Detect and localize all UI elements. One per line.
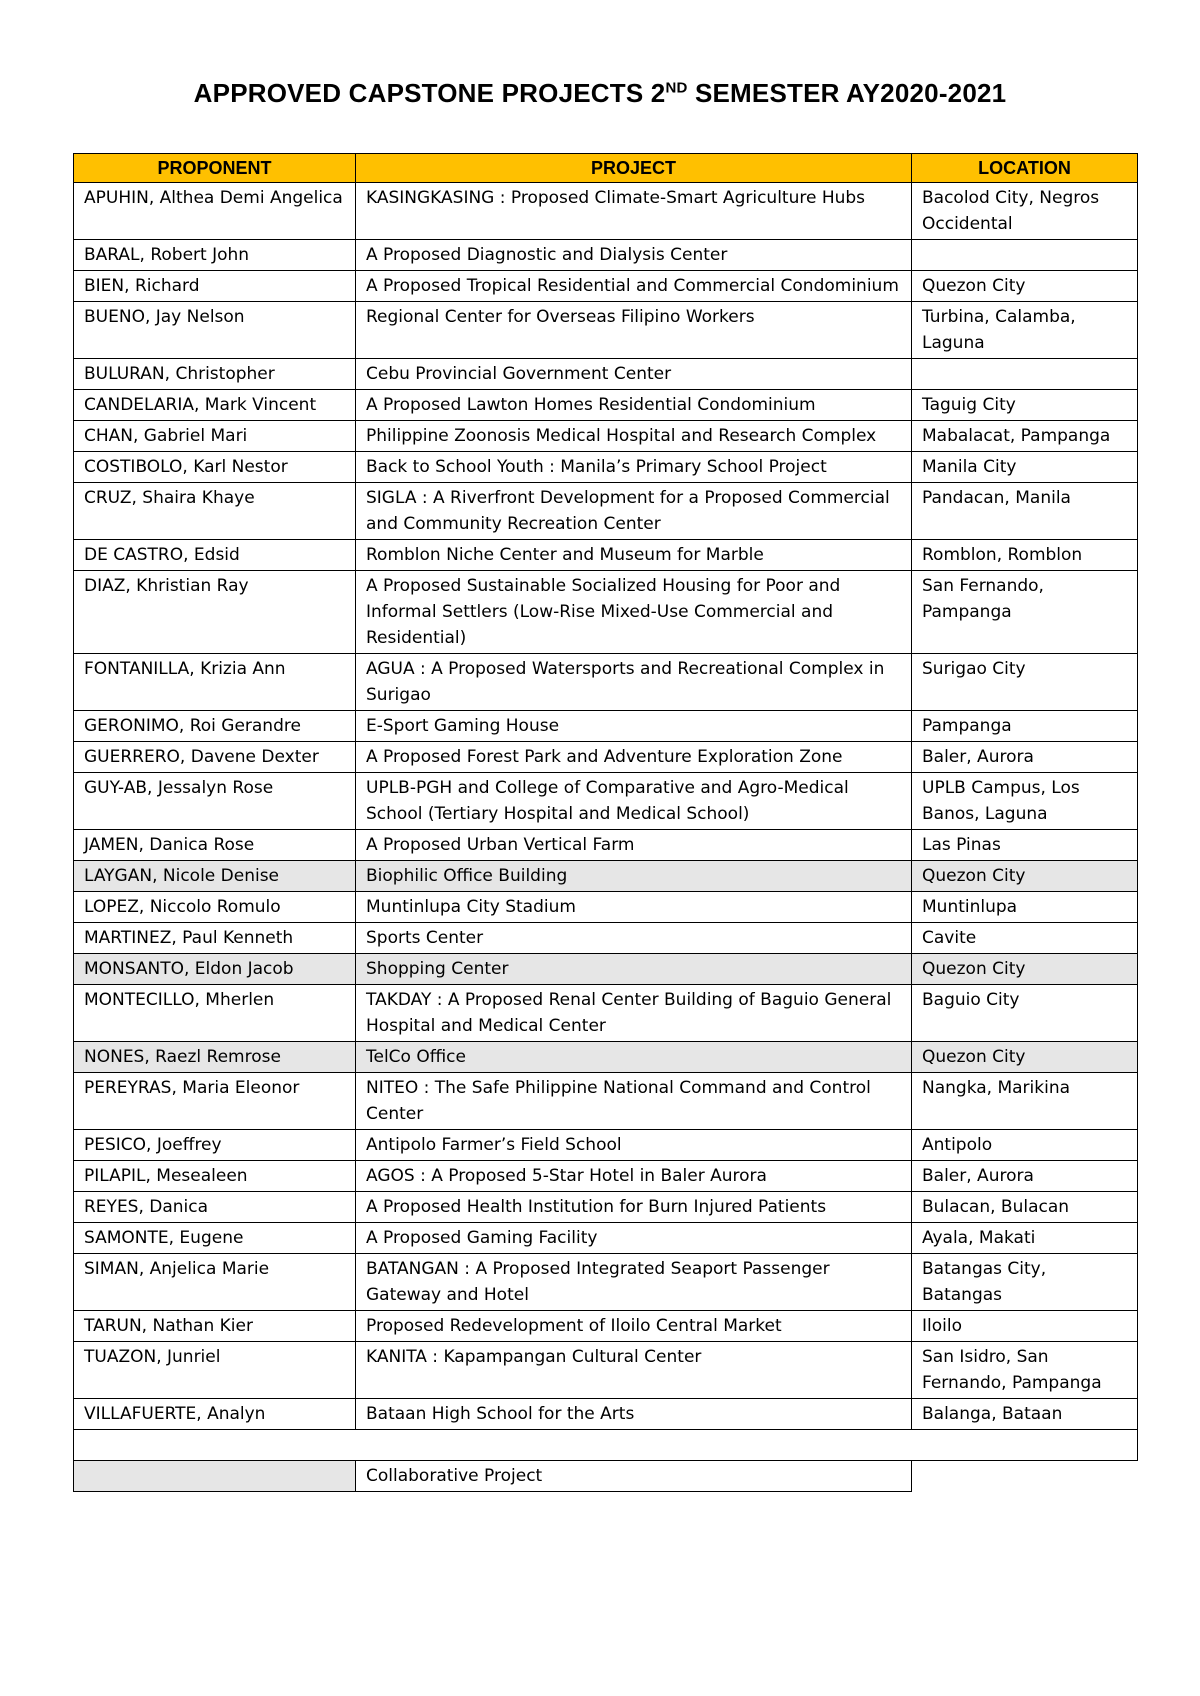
proponent-cell: CHAN, Gabriel Mari (74, 421, 356, 452)
table-row (74, 861, 1138, 892)
project-cell: TAKDAY : A Proposed Renal Center Building of Baguio General Hospital and Medical Center (356, 985, 912, 1042)
project-cell: A Proposed Diagnostic and Dialysis Center (356, 240, 912, 271)
location-cell: Bulacan, Bulacan (912, 1192, 1138, 1223)
proponent-cell: BARAL, Robert John (74, 240, 356, 271)
proponent-cell: PESICO, Joeffrey (74, 1130, 356, 1161)
proponent-cell: PILAPIL, Mesealeen (74, 1161, 356, 1192)
table-row (74, 923, 1138, 954)
location-cell: Las Pinas (912, 830, 1138, 861)
location-cell: Balanga, Bataan (912, 1399, 1138, 1430)
proponent-cell: MONSANTO, Eldon Jacob (74, 954, 356, 985)
location-cell: Muntinlupa (912, 892, 1138, 923)
legend-label: Collaborative Project (356, 1461, 912, 1492)
page-title: APPROVED CAPSTONE PROJECTS 2ND SEMESTER AY2020-2021 (193, 78, 1007, 108)
project-cell: Back to School Youth : Manila’s Primary School Project (356, 452, 912, 483)
table-row (74, 359, 1138, 390)
location-cell: Antipolo (912, 1130, 1138, 1161)
table-row (74, 421, 1138, 452)
proponent-cell: CANDELARIA, Mark Vincent (74, 390, 356, 421)
project-cell: Regional Center for Overseas Filipino Workers (356, 302, 912, 359)
table-row (74, 773, 1138, 830)
proponent-cell: GUY-AB, Jessalyn Rose (74, 773, 356, 830)
table-row (74, 1254, 1138, 1311)
table-row (74, 571, 1138, 654)
project-cell: A Proposed Urban Vertical Farm (356, 830, 912, 861)
project-cell: AGUA : A Proposed Watersports and Recreational Complex in Surigao (356, 654, 912, 711)
project-cell: SIGLA : A Riverfront Development for a Proposed Commercial and Community Recreation Center (356, 483, 912, 540)
location-cell: Bacolod City, Negros Occidental (912, 183, 1138, 240)
proponent-cell: TARUN, Nathan Kier (74, 1311, 356, 1342)
table-row (74, 271, 1138, 302)
table-row (74, 1161, 1138, 1192)
location-cell: Pandacan, Manila (912, 483, 1138, 540)
location-cell: San Isidro, San Fernando, Pampanga (912, 1342, 1138, 1399)
proponent-cell: JAMEN, Danica Rose (74, 830, 356, 861)
project-cell: A Proposed Lawton Homes Residential Condominium (356, 390, 912, 421)
location-cell: Iloilo (912, 1311, 1138, 1342)
proponent-cell: GUERRERO, Davene Dexter (74, 742, 356, 773)
project-cell: A Proposed Sustainable Socialized Housing for Poor and Informal Settlers (Low-Rise Mixed-Use Commercial and Residential) (356, 571, 912, 654)
table-row (74, 892, 1138, 923)
table-row (74, 483, 1138, 540)
table-row (74, 711, 1138, 742)
proponent-cell: VILLAFUERTE, Analyn (74, 1399, 356, 1430)
proponent-cell: NONES, Raezl Remrose (74, 1042, 356, 1073)
proponent-cell: PEREYRAS, Maria Eleonor (74, 1073, 356, 1130)
table-row (74, 1192, 1138, 1223)
location-cell: Surigao City (912, 654, 1138, 711)
project-cell: AGOS : A Proposed 5-Star Hotel in Baler Aurora (356, 1161, 912, 1192)
table-row (74, 1130, 1138, 1161)
project-cell: A Proposed Tropical Residential and Commercial Condominium (356, 271, 912, 302)
project-cell: Cebu Provincial Government Center (356, 359, 912, 390)
legend-swatch (74, 1461, 356, 1492)
table-row (74, 540, 1138, 571)
proponent-cell: MARTINEZ, Paul Kenneth (74, 923, 356, 954)
table-row (74, 240, 1138, 271)
table-row (74, 183, 1138, 240)
project-cell: Romblon Niche Center and Museum for Marble (356, 540, 912, 571)
table-row (74, 1311, 1138, 1342)
proponent-cell: TUAZON, Junriel (74, 1342, 356, 1399)
project-cell: KANITA : Kapampangan Cultural Center (356, 1342, 912, 1399)
project-cell: KASINGKASING : Proposed Climate-Smart Agriculture Hubs (356, 183, 912, 240)
location-cell: Manila City (912, 452, 1138, 483)
project-cell: Sports Center (356, 923, 912, 954)
location-cell: UPLB Campus, Los Banos, Laguna (912, 773, 1138, 830)
proponent-cell: BULURAN, Christopher (74, 359, 356, 390)
blank-row (74, 1430, 1138, 1461)
location-cell: Batangas City, Batangas (912, 1254, 1138, 1311)
legend-row (74, 1461, 1138, 1492)
location-cell: Quezon City (912, 861, 1138, 892)
location-cell: Cavite (912, 923, 1138, 954)
table-header-row (74, 154, 1138, 183)
location-cell: Nangka, Marikina (912, 1073, 1138, 1130)
location-cell: Ayala, Makati (912, 1223, 1138, 1254)
proponent-cell: MONTECILLO, Mherlen (74, 985, 356, 1042)
location-cell: Quezon City (912, 954, 1138, 985)
table-row (74, 985, 1138, 1042)
project-header: PROJECT (356, 154, 912, 183)
table-row (74, 452, 1138, 483)
blank-cell (74, 1430, 1138, 1461)
proponent-cell: FONTANILLA, Krizia Ann (74, 654, 356, 711)
table-row (74, 1399, 1138, 1430)
table-body (74, 183, 1138, 1492)
location-cell: Baler, Aurora (912, 1161, 1138, 1192)
location-cell (912, 359, 1138, 390)
project-cell: Philippine Zoonosis Medical Hospital and Research Complex (356, 421, 912, 452)
proponent-cell: DE CASTRO, Edsid (74, 540, 356, 571)
proponent-cell: GERONIMO, Roi Gerandre (74, 711, 356, 742)
project-cell: Antipolo Farmer’s Field School (356, 1130, 912, 1161)
project-cell: Biophilic Office Building (356, 861, 912, 892)
table-row (74, 390, 1138, 421)
proponent-cell: SAMONTE, Eugene (74, 1223, 356, 1254)
location-cell: Baler, Aurora (912, 742, 1138, 773)
proponent-cell: REYES, Danica (74, 1192, 356, 1223)
proponent-cell: CRUZ, Shaira Khaye (74, 483, 356, 540)
table-row (74, 742, 1138, 773)
location-header: LOCATION (912, 154, 1138, 183)
proponent-cell: SIMAN, Anjelica Marie (74, 1254, 356, 1311)
project-cell: Shopping Center (356, 954, 912, 985)
proponent-cell: LAYGAN, Nicole Denise (74, 861, 356, 892)
table-row (74, 830, 1138, 861)
proponent-cell: COSTIBOLO, Karl Nestor (74, 452, 356, 483)
project-cell: Muntinlupa City Stadium (356, 892, 912, 923)
location-cell: Quezon City (912, 271, 1138, 302)
location-cell (912, 240, 1138, 271)
proponent-cell: BIEN, Richard (74, 271, 356, 302)
project-cell: E-Sport Gaming House (356, 711, 912, 742)
location-cell: Baguio City (912, 985, 1138, 1042)
table-row (74, 1073, 1138, 1130)
project-cell: A Proposed Gaming Facility (356, 1223, 912, 1254)
table-row (74, 954, 1138, 985)
location-cell: Mabalacat, Pampanga (912, 421, 1138, 452)
table-row (74, 1042, 1138, 1073)
location-cell: Romblon, Romblon (912, 540, 1138, 571)
location-cell: Turbina, Calamba, Laguna (912, 302, 1138, 359)
project-cell: TelCo Office (356, 1042, 912, 1073)
project-cell: BATANGAN : A Proposed Integrated Seaport Passenger Gateway and Hotel (356, 1254, 912, 1311)
table-row (74, 654, 1138, 711)
proponent-cell: BUENO, Jay Nelson (74, 302, 356, 359)
legend-empty-cell (912, 1461, 1138, 1492)
location-cell: Taguig City (912, 390, 1138, 421)
project-cell: UPLB-PGH and College of Comparative and Agro-Medical School (Tertiary Hospital and Medical School) (356, 773, 912, 830)
table-row (74, 1223, 1138, 1254)
location-cell: San Fernando, Pampanga (912, 571, 1138, 654)
proponent-cell: APUHIN, Althea Demi Angelica (74, 183, 356, 240)
project-cell: A Proposed Forest Park and Adventure Exploration Zone (356, 742, 912, 773)
proponent-cell: DIAZ, Khristian Ray (74, 571, 356, 654)
project-cell: A Proposed Health Institution for Burn Injured Patients (356, 1192, 912, 1223)
project-cell: Proposed Redevelopment of Iloilo Central Market (356, 1311, 912, 1342)
table-row (74, 302, 1138, 359)
projects-table (73, 153, 1138, 1492)
project-cell: NITEO : The Safe Philippine National Command and Control Center (356, 1073, 912, 1130)
proponent-header: PROPONENT (74, 154, 356, 183)
location-cell: Quezon City (912, 1042, 1138, 1073)
location-cell: Pampanga (912, 711, 1138, 742)
table-row (74, 1342, 1138, 1399)
project-cell: Bataan High School for the Arts (356, 1399, 912, 1430)
proponent-cell: LOPEZ, Niccolo Romulo (74, 892, 356, 923)
